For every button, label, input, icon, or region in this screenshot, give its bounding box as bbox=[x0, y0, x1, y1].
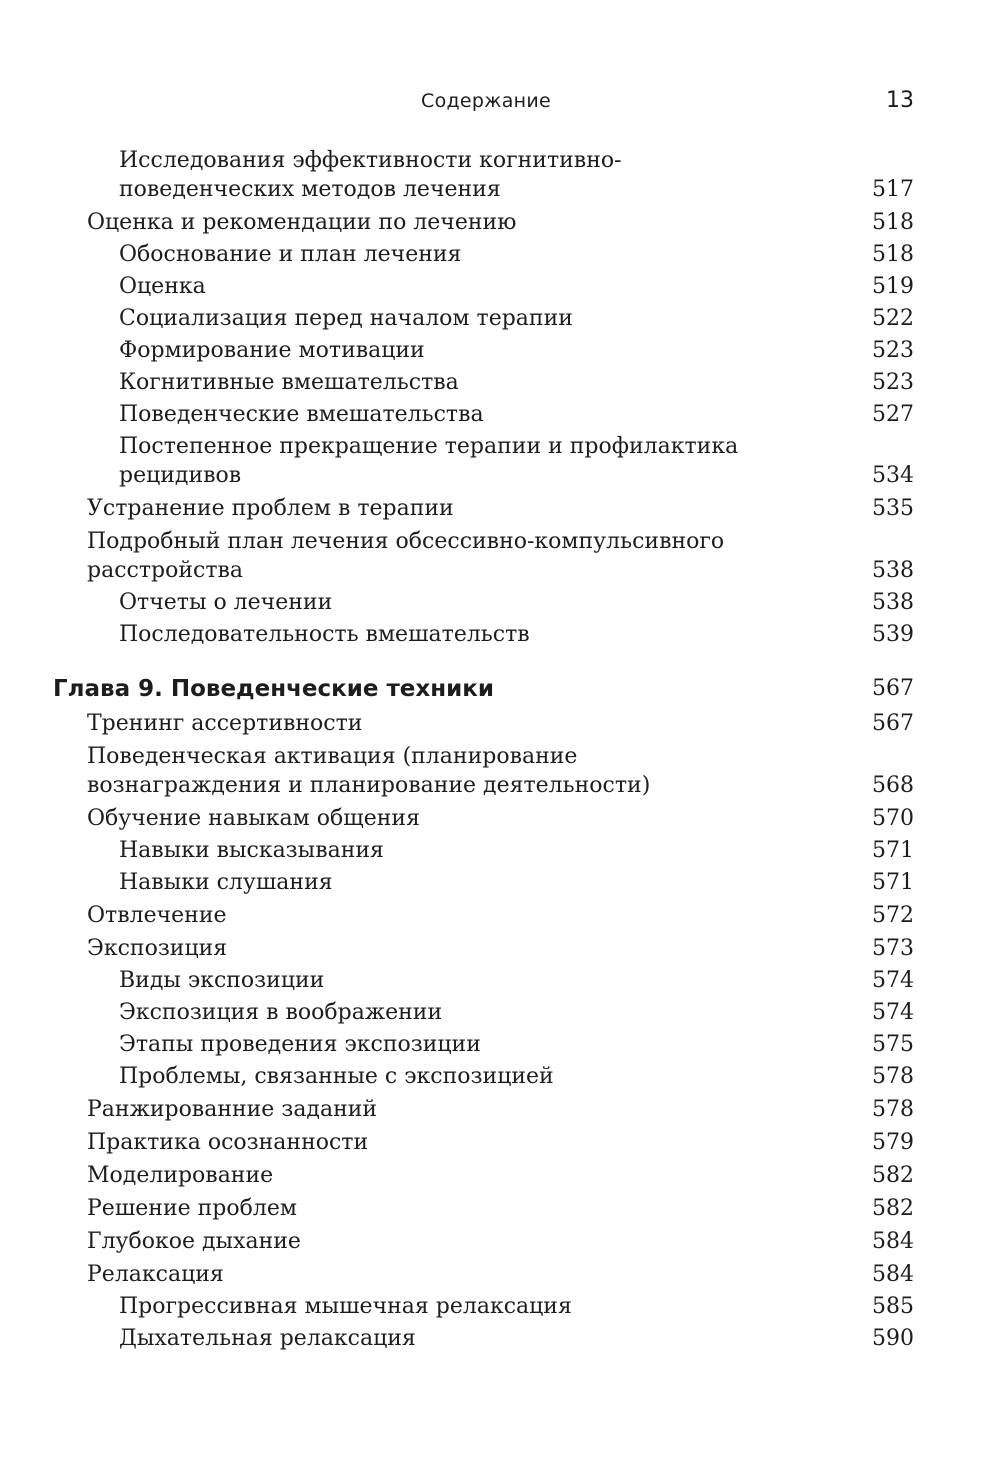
toc-entry bbox=[0, 527, 1000, 585]
toc-entry-label: Прогрессивная мышечная релаксация bbox=[119, 1294, 572, 1319]
table-of-contents bbox=[0, 146, 1000, 1353]
toc-entry-page: 584 bbox=[872, 1229, 914, 1254]
toc-entry-label: Решение проблем bbox=[87, 1196, 297, 1221]
toc-entry-page: 585 bbox=[872, 1294, 914, 1319]
toc-entry bbox=[0, 400, 1000, 429]
toc-entry-label: Релаксация bbox=[87, 1262, 224, 1287]
toc-entry bbox=[0, 432, 1000, 490]
toc-entry-label: Навыки высказывания bbox=[119, 838, 384, 863]
toc-entry bbox=[0, 240, 1000, 269]
toc-entry bbox=[0, 966, 1000, 995]
toc-entry-page: 517 bbox=[872, 177, 914, 202]
chapter-title: Глава 9. Поведенческие техники bbox=[53, 676, 494, 702]
toc-entry-label: Тренинг ассертивности bbox=[87, 711, 363, 736]
toc-entry-page: 590 bbox=[872, 1326, 914, 1351]
toc-entry-page: 527 bbox=[872, 402, 914, 427]
toc-entry bbox=[0, 709, 1000, 738]
toc-entry-label: Постепенное прекращение терапии и профилактика рецидивов bbox=[119, 434, 739, 488]
toc-entry-page: 519 bbox=[872, 274, 914, 299]
toc-entry-label: Оценка и рекомендации по лечению bbox=[87, 210, 517, 235]
toc-entry-page: 578 bbox=[872, 1064, 914, 1089]
toc-entry bbox=[0, 1062, 1000, 1091]
toc-entry-page: 518 bbox=[872, 242, 914, 267]
toc-entry bbox=[0, 494, 1000, 523]
toc-entry-label: Навыки слушания bbox=[119, 870, 333, 895]
toc-entry bbox=[0, 1260, 1000, 1289]
toc-entry-label: Отвлечение bbox=[87, 903, 227, 928]
toc-entry bbox=[0, 304, 1000, 333]
toc-entry-label: Проблемы, связанные с экспозицией bbox=[119, 1064, 554, 1089]
toc-entry-label: Формирование мотивации bbox=[119, 338, 425, 363]
toc-entry-page: 582 bbox=[872, 1196, 914, 1221]
toc-entry bbox=[0, 146, 1000, 204]
toc-entry bbox=[0, 272, 1000, 301]
toc-entry-page: 523 bbox=[872, 338, 914, 363]
toc-entry-page: 534 bbox=[872, 463, 914, 488]
toc-entry bbox=[0, 1324, 1000, 1353]
toc-entry-label: Подробный план лечения обсессивно-компульсивного расстройства bbox=[87, 529, 725, 583]
toc-entry-label: Экспозиция bbox=[87, 936, 228, 961]
toc-entry-page: 579 bbox=[872, 1130, 914, 1155]
toc-entry bbox=[0, 208, 1000, 237]
toc-entry bbox=[0, 1292, 1000, 1321]
toc-entry bbox=[0, 934, 1000, 963]
toc-entry-page: 523 bbox=[872, 370, 914, 395]
toc-entry-label: Практика осознанности bbox=[87, 1130, 369, 1155]
toc-entry-page: 578 bbox=[872, 1097, 914, 1122]
toc-entry-label: Дыхательная релаксация bbox=[119, 1326, 416, 1351]
toc-entry bbox=[0, 836, 1000, 865]
chapter-page: 567 bbox=[872, 676, 914, 701]
toc-entry-page: 522 bbox=[872, 306, 914, 331]
toc-entry-label: Отчеты о лечении bbox=[119, 590, 333, 615]
toc-entry-page: 584 bbox=[872, 1262, 914, 1287]
toc-entry-page: 518 bbox=[872, 210, 914, 235]
toc-entry bbox=[0, 620, 1000, 649]
toc-entry-page: 570 bbox=[872, 806, 914, 831]
toc-entry-label: Виды экспозиции bbox=[119, 968, 325, 993]
toc-entry-page: 567 bbox=[872, 711, 914, 736]
toc-entry bbox=[0, 1095, 1000, 1124]
toc-entry-label: Глубокое дыхание bbox=[87, 1229, 301, 1254]
toc-entry-page: 574 bbox=[872, 1000, 914, 1025]
toc-entry-page: 539 bbox=[872, 622, 914, 647]
toc-entry bbox=[0, 1227, 1000, 1256]
toc-entry-label: Этапы проведения экспозиции bbox=[119, 1032, 481, 1057]
toc-entry bbox=[0, 804, 1000, 833]
toc-entry bbox=[0, 1128, 1000, 1157]
toc-entry-label: Последовательность вмешательств bbox=[119, 622, 530, 647]
toc-entry bbox=[0, 1161, 1000, 1190]
page-number: 13 bbox=[886, 88, 914, 113]
toc-entry-label: Обучение навыкам общения bbox=[87, 806, 420, 831]
toc-entry bbox=[0, 368, 1000, 397]
toc-entry-page: 571 bbox=[872, 838, 914, 863]
toc-entry-page: 574 bbox=[872, 968, 914, 993]
toc-entry-label: Устранение проблем в терапии bbox=[87, 496, 454, 521]
toc-entry-page: 568 bbox=[872, 773, 914, 798]
toc-entry bbox=[0, 901, 1000, 930]
toc-entry bbox=[0, 1030, 1000, 1059]
toc-entry-page: 538 bbox=[872, 590, 914, 615]
toc-entry-label: Поведенческая активация (планирование вознаграждения и планирование деятельности) bbox=[87, 744, 651, 798]
toc-entry-page: 582 bbox=[872, 1163, 914, 1188]
toc-entry-label: Обоснование и план лечения bbox=[119, 242, 462, 267]
running-header bbox=[0, 88, 1000, 118]
toc-entry-label: Ранжированние заданий bbox=[87, 1097, 378, 1122]
toc-entry-page: 572 bbox=[872, 903, 914, 928]
toc-entry-label: Оценка bbox=[119, 274, 206, 299]
toc-entry-page: 571 bbox=[872, 870, 914, 895]
toc-entry bbox=[0, 336, 1000, 365]
toc-entry-page: 535 bbox=[872, 496, 914, 521]
toc-entry-page: 575 bbox=[872, 1032, 914, 1057]
toc-entry-label: Поведенческие вмешательства bbox=[119, 402, 484, 427]
toc-entry-page: 538 bbox=[872, 558, 914, 583]
toc-entry-label: Социализация перед началом терапии bbox=[119, 306, 573, 331]
toc-entry-label: Экспозиция в воображении bbox=[119, 1000, 443, 1025]
toc-entry bbox=[0, 588, 1000, 617]
toc-entry-page: 573 bbox=[872, 936, 914, 961]
toc-entry-label: Моделирование bbox=[87, 1163, 274, 1188]
toc-entry bbox=[0, 998, 1000, 1027]
toc-entry-label: Исследования эффективности когнитивно-поведенческих методов лечения bbox=[119, 148, 622, 202]
toc-entry bbox=[0, 742, 1000, 800]
running-title: Содержание bbox=[421, 90, 551, 112]
toc-entry-label: Когнитивные вмешательства bbox=[119, 370, 459, 395]
toc-chapter-heading bbox=[0, 673, 1000, 705]
toc-entry bbox=[0, 868, 1000, 897]
toc-entry bbox=[0, 1194, 1000, 1223]
